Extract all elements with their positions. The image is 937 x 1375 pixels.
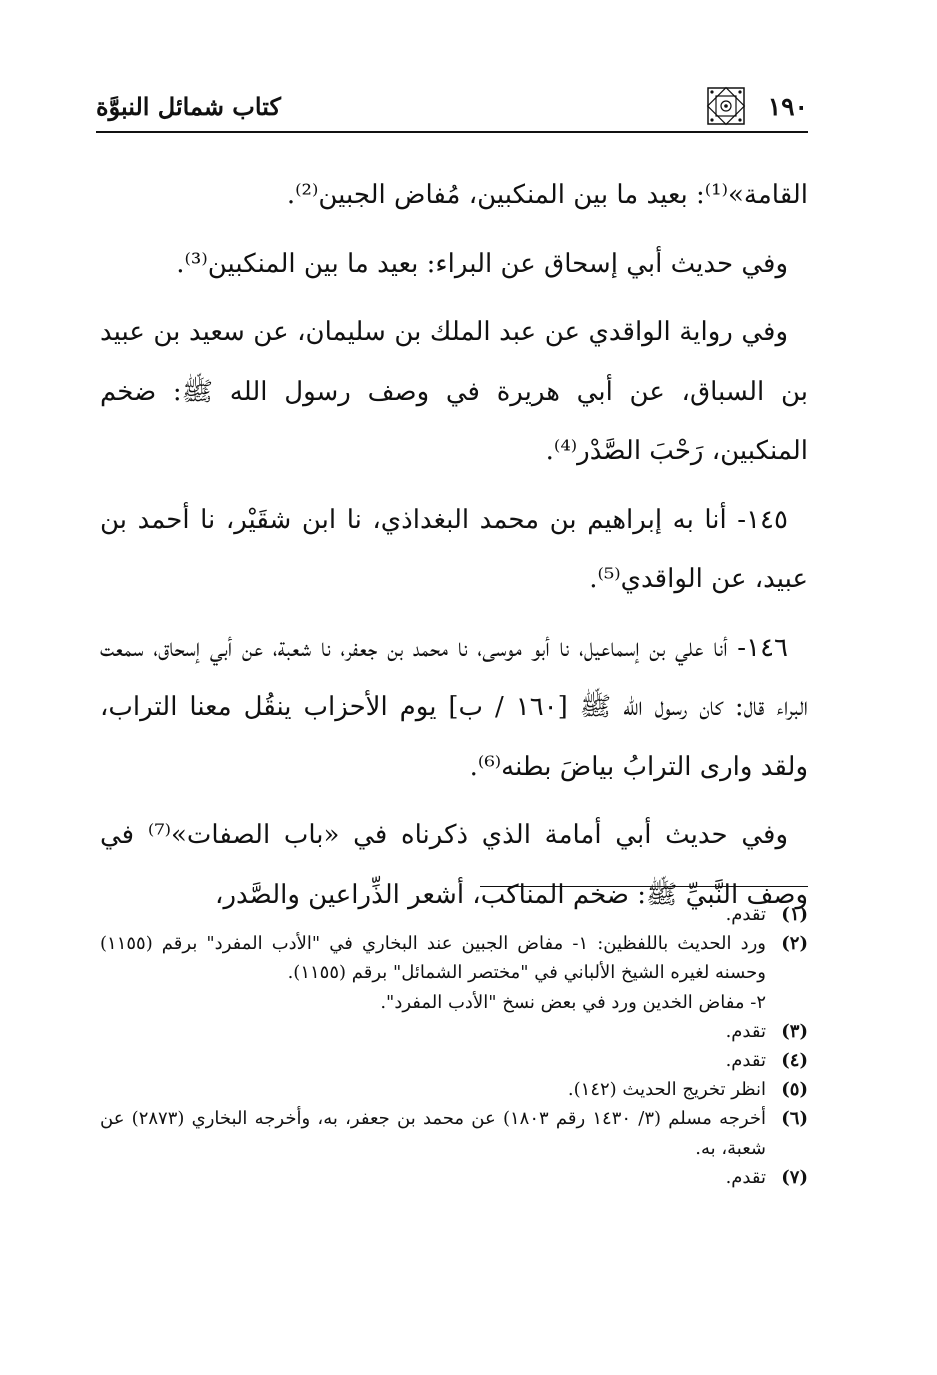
paragraph: وفي رواية الواقدي عن عبد الملك بن سليمان، عن سعيد بن عبيد بن السباق، عن أبي هريرة في وصف رسول الله ﷺ: ضخم المنكبين، رَحْبَ الصَّدْر⁽⁴⁾. xyxy=(100,317,808,466)
header-rule xyxy=(96,131,808,133)
footnote-number: (٧) xyxy=(781,1166,808,1188)
ornament-icon xyxy=(706,86,746,126)
footnote-text: ورد الحديث باللفظين: ١- مفاض الجبين عند البخاري في "الأدب المفرد" برقم (١١٥٥) وحسنه لغيره الشيخ الألباني في "مختصر الشمائل" برقم (١١٥٥). xyxy=(100,933,766,984)
paragraph: ١٤٦- أنا علي بن إسماعيل، نا أبو موسى، نا محمد بن جعفر، نا شعبة، عن أبي إسحاق، سمعت البراء قال: كان رسول الله ﷺ [١٦٠ / ب] يوم الأحزاب ينقُل معنا التراب، ولقد وارى الترابُ بياضَ بطنه⁽⁶⁾. xyxy=(100,632,808,782)
footnotes xyxy=(100,900,808,1192)
footnote xyxy=(100,1017,808,1046)
footnote-number: (١) xyxy=(781,904,808,925)
footnote-text: تقدم. xyxy=(725,904,766,925)
footnote-text: انظر تخريج الحديث (١٤٢). xyxy=(567,1079,766,1101)
footnote-subitem xyxy=(100,988,808,1017)
footnote-number: (٥) xyxy=(781,1079,808,1101)
footnote-text: تقدم. xyxy=(725,1166,766,1188)
footnote-text: تقدم. xyxy=(725,1050,766,1072)
footnote xyxy=(100,1075,808,1104)
footnote-rule xyxy=(480,886,808,887)
book-title: كتاب شمائل النبوَّة xyxy=(96,92,281,121)
footnote-number: (٦) xyxy=(781,1108,808,1130)
footnote xyxy=(100,900,808,929)
page-header xyxy=(96,86,808,132)
paragraph: وفي حديث أبي إسحاق عن البراء: بعيد ما بين المنكبين⁽³⁾. xyxy=(176,248,788,279)
footnote-text: ٢- مفاض الخدين ورد في بعض نسخ "الأدب المفرد". xyxy=(380,991,766,1013)
paragraph: القامة»⁽¹⁾: بعيد ما بين المنكبين، مُفاض الجبين⁽²⁾. xyxy=(286,180,808,210)
footnote-text: أخرجه مسلم (٣/ ١٤٣٠ رقم ١٨٠٣) عن محمد بن جعفر، به، وأخرجه البخاري (٢٨٧٣) عن شعبة، به. xyxy=(100,1108,766,1159)
paragraph: ١٤٥- أنا به إبراهيم بن محمد البغداذي، نا ابن شقَيْر، نا أحمد بن عبيد، عن الواقدي⁽⁵⁾. xyxy=(100,504,808,594)
page-number: ١٩٠ xyxy=(767,92,808,121)
footnote-number: (٢) xyxy=(781,933,808,955)
footnote xyxy=(100,1104,808,1162)
footnote xyxy=(100,1163,808,1192)
main-text xyxy=(100,166,808,934)
footnote xyxy=(100,1046,808,1075)
footnote-number: (٣) xyxy=(781,1020,808,1042)
paragraph: وفي حديث أبي أمامة الذي ذكرناه في «باب الصفات»⁽⁷⁾ في وصف النَّبيِّ ﷺ: ضخم المناكب، أشعر الذِّراعين والصَّدر، xyxy=(100,820,808,910)
footnote xyxy=(100,929,808,987)
footnote-text: تقدم. xyxy=(725,1020,766,1042)
footnote-number: (٤) xyxy=(781,1050,808,1072)
